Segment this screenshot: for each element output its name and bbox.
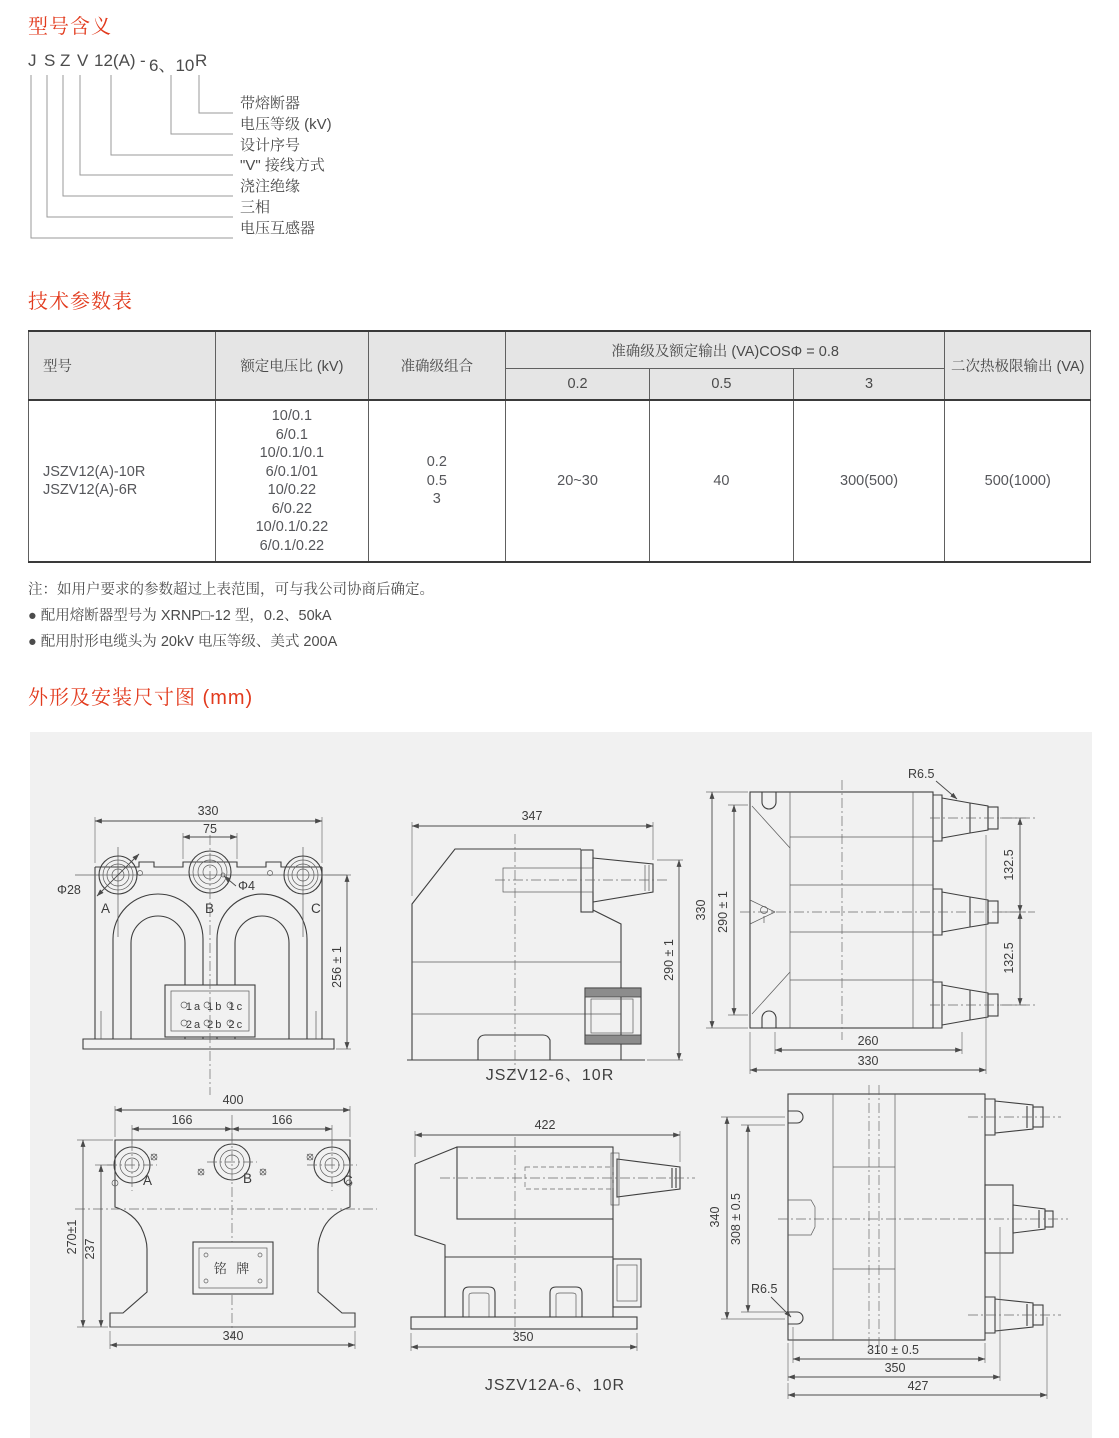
phase-b-label: B <box>205 901 215 916</box>
side-large-dimensions <box>411 1118 680 1351</box>
class-value: 3 <box>432 491 441 508</box>
model-name: JSZV12(A)-6R <box>43 482 138 498</box>
plan-large-bushings <box>985 1099 1053 1333</box>
col-header-output-group: 准确级及额定输出 (VA)COSΦ = 0.8 <box>505 331 945 369</box>
tech-params-table <box>28 330 1091 563</box>
dim-width-400: 400 <box>222 1093 244 1107</box>
ratio-value: 10/0.22 <box>267 482 317 498</box>
model-code-part: - <box>140 51 146 70</box>
dim-height-inner-290: 290 ± 1 <box>716 891 730 933</box>
model-label-voltage: 电压等级 (kV) <box>240 116 332 133</box>
plan-small-bushings <box>933 795 998 1028</box>
ratio-value: 6/0.22 <box>271 500 313 517</box>
drawing-plan-view-jszv12a <box>693 1077 1118 1437</box>
dim-height-290: 290 ± 1 <box>662 939 676 981</box>
notes <box>28 577 1091 655</box>
section-title-model-meaning: 型号含义 <box>28 16 112 38</box>
drawing-plan-view-jszv12 <box>690 740 1119 1080</box>
front-large-dimensions <box>65 1093 355 1349</box>
phase-c-label: C <box>343 1173 353 1188</box>
dim-width-422: 422 <box>534 1118 556 1132</box>
drawing-front-view-jszv12a <box>55 1087 395 1352</box>
model-code-tree-lines <box>28 75 788 261</box>
plan-large-dimensions <box>708 1117 1047 1399</box>
drawing-front-view-jszv12 <box>55 787 395 1099</box>
model-name: JSZV12(A)-10R <box>43 463 146 480</box>
dim-pitch-166: 166 <box>171 1113 193 1127</box>
model-code-part: R <box>195 51 208 70</box>
drawing-side-view-jszv12a <box>395 1107 705 1397</box>
model-label-design-no: 设计序号 <box>240 137 301 154</box>
dim-pitch-75: 75 <box>203 822 217 836</box>
class-value: 0.2 <box>426 454 447 471</box>
side-large-body <box>411 1147 680 1329</box>
cell-thermal: 500(1000) <box>945 400 1091 562</box>
cell-classes <box>368 400 505 562</box>
dim-phi4: Φ4 <box>238 879 255 893</box>
note-line: ● 配用熔断器型号为 XRNP□-12 型，0.2、50kA <box>28 608 332 624</box>
phase-a-label: A <box>101 901 111 916</box>
side-small-dimensions <box>412 809 683 1060</box>
note-line: 注：如用户要求的参数超过上表范围，可与我公司协商后确定。 <box>28 582 434 598</box>
ratio-value: 6/0.1/0.22 <box>259 537 325 554</box>
dim-height-outer-340: 340 <box>708 1206 722 1228</box>
ratio-value: 6/0.1 <box>275 426 308 443</box>
col-header-thermal: 二次热极限输出 (VA) <box>945 331 1091 400</box>
side-small-body <box>407 849 653 1060</box>
plan-small-body <box>750 792 933 1028</box>
front-large-nameplate <box>193 1242 273 1294</box>
dim-pitch-166: 166 <box>271 1113 293 1127</box>
terminal-row2-label: 2a 2b 2c <box>185 1019 245 1031</box>
dim-spacing-1325: 132.5 <box>1002 942 1016 974</box>
ratio-value: 6/0.1/01 <box>265 463 319 480</box>
dim-width-outer-330: 330 <box>857 1054 879 1068</box>
dim-width-inner-260: 260 <box>857 1034 879 1048</box>
cell-models <box>29 400 216 562</box>
dim-width-mid-350: 350 <box>884 1361 906 1375</box>
model-code-part: Z <box>60 51 71 70</box>
dim-spacing-1325: 132.5 <box>1002 849 1016 881</box>
dim-phi28: Φ28 <box>57 883 81 897</box>
class-value: 0.5 <box>426 472 447 489</box>
model-label-fuse: 带熔断器 <box>240 95 301 112</box>
dim-height-outer-330: 330 <box>694 899 708 921</box>
dim-height-inner-237: 237 <box>83 1238 97 1260</box>
front-large-body <box>110 1140 355 1327</box>
ratio-value: 10/0.1 <box>271 408 313 424</box>
cell-ratios <box>215 400 368 562</box>
col-header-class-02: 0.2 <box>505 369 649 401</box>
model-label-three-phase: 三相 <box>240 199 271 216</box>
dim-base-340: 340 <box>222 1329 244 1343</box>
plan-large-centerlines <box>778 1085 1068 1352</box>
model-code-part: 12(A) <box>94 51 136 70</box>
ratio-value: 10/0.1/0.1 <box>259 445 325 461</box>
drawing-caption-jszv12: JSZV12-6、10R <box>485 1067 615 1084</box>
dim-width-347: 347 <box>521 809 543 823</box>
dim-height-outer-270: 270±1 <box>65 1219 79 1255</box>
phase-c-label: C <box>311 901 321 916</box>
col-header-model: 型号 <box>29 331 216 400</box>
table-row <box>29 400 1091 562</box>
section-title-tech-params: 技术参数表 <box>28 291 133 313</box>
nameplate-label: 铭 牌 <box>213 1261 253 1276</box>
front-large-centerlines <box>75 1115 377 1339</box>
phase-a-label: A <box>143 1173 153 1188</box>
note-line: ● 配用肘形电缆头为 20kV 电压等级、美式 200A <box>28 634 338 650</box>
dim-height-256: 256 ± 1 <box>330 946 344 988</box>
dim-width-330: 330 <box>197 804 219 818</box>
model-label-cast-insul: 浇注绝缘 <box>240 178 301 195</box>
model-code-part: 6、10 <box>149 56 195 75</box>
model-label-v-wiring: "V" 接线方式 <box>240 157 325 174</box>
plan-small-centerlines <box>740 780 1035 1040</box>
cell-output-3: 300(500) <box>793 400 945 562</box>
plan-large-body <box>788 1094 985 1340</box>
dim-width-inner-310: 310 ± 0.5 <box>866 1343 920 1357</box>
dim-radius-r65: R6.5 <box>908 767 935 781</box>
dim-width-outer-427: 427 <box>907 1379 929 1393</box>
cell-output-02: 20~30 <box>505 400 649 562</box>
drawing-side-view-jszv12 <box>395 792 695 1092</box>
drawing-caption-jszv12a: JSZV12A-6、10R <box>484 1377 626 1394</box>
terminal-row1-label: 1a 1b 1c <box>185 1001 245 1013</box>
model-code-part: S <box>44 51 56 70</box>
model-label-pt: 电压互感器 <box>240 220 316 237</box>
dim-height-inner-308: 308 ± 0.5 <box>729 1192 743 1246</box>
col-header-class-05: 0.5 <box>650 369 793 401</box>
model-code-part: V <box>77 51 89 70</box>
col-header-ratio: 额定电压比 (kV) <box>215 331 368 400</box>
dim-base-350: 350 <box>512 1330 534 1344</box>
model-code-diagram <box>28 51 1091 263</box>
ratio-value: 10/0.1/0.22 <box>255 519 329 535</box>
cell-output-05: 40 <box>650 400 793 562</box>
dim-radius-r65: R6.5 <box>751 1282 778 1296</box>
col-header-class: 准确级组合 <box>368 331 505 400</box>
section-title-dimensions: 外形及安装尺寸图 (mm) <box>28 687 254 709</box>
model-code-part: J <box>28 51 37 70</box>
col-header-class-3: 3 <box>793 369 945 401</box>
phase-b-label: B <box>243 1171 253 1186</box>
dimension-drawings-panel <box>30 732 1092 1438</box>
